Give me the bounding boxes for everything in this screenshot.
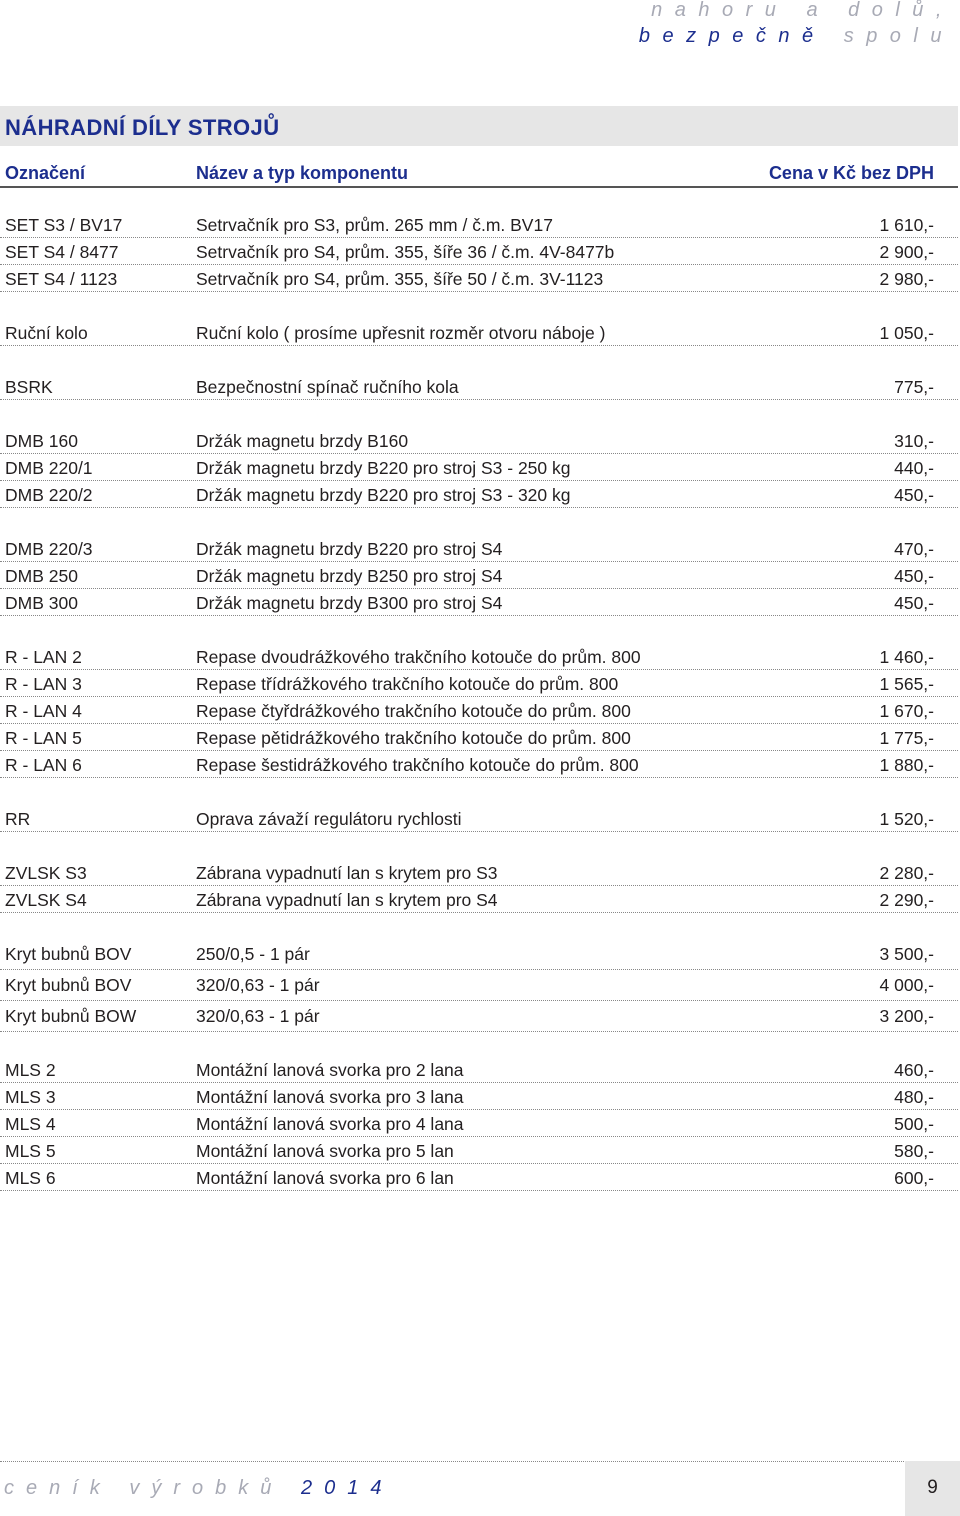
row-code: MLS 2 [5,1060,56,1080]
row-price: 2 280,- [879,863,934,883]
row-price: 450,- [894,566,934,586]
row-price: 1 880,- [879,755,934,775]
footer-label [4,1477,393,1500]
footer-divider [0,1461,958,1462]
row-code: R - LAN 3 [5,674,82,694]
row-price: 2 900,- [879,242,934,262]
row-price: 1 050,- [879,323,934,343]
page-number-box [905,1461,960,1516]
row-name: Držák magnetu brzdy B160 [196,431,409,451]
row-code: DMB 220/3 [5,539,93,559]
row-name: Držák magnetu brzdy B220 pro stroj S4 [196,539,503,559]
row-code: MLS 4 [5,1114,56,1134]
table-row [0,1084,958,1110]
row-name: Montážní lanová svorka pro 5 lan [196,1141,454,1161]
table-row [0,320,958,346]
footer-label-text: ceník výrobků [4,1477,284,1499]
row-price: 1 610,- [879,215,934,235]
row-price: 450,- [894,593,934,613]
row-name: Bezpečnostní spínač ručního kola [196,377,459,397]
row-code: SET S4 / 8477 [5,242,119,262]
row-name: Montážní lanová svorka pro 4 lana [196,1114,464,1134]
table-row [0,1057,958,1083]
row-code: DMB 220/1 [5,458,93,478]
row-code: MLS 3 [5,1087,56,1107]
row-price: 1 565,- [879,674,934,694]
page-title: NÁHRADNÍ DÍLY STROJŮ [5,115,280,140]
row-name: Ruční kolo ( prosíme upřesnit rozměr otvoru náboje ) [196,323,606,343]
row-name: Oprava závaží regulátoru rychlosti [196,809,462,829]
table-row [0,428,958,454]
table-row [0,860,958,886]
row-code: R - LAN 6 [5,755,82,775]
table-row [0,1138,958,1164]
row-price: 470,- [894,539,934,559]
row-name: Setrvačník pro S4, prům. 355, šíře 50 / č.m. 3V-1123 [196,269,604,289]
row-name: Setrvačník pro S3, prům. 265 mm / č.m. BV17 [196,215,553,235]
footer-year: 2014 [300,1477,394,1499]
row-price: 600,- [894,1168,934,1188]
table-header [0,160,958,188]
row-price: 3 200,- [879,1006,934,1026]
row-name: Montážní lanová svorka pro 3 lana [196,1087,464,1107]
row-code: SET S3 / BV17 [5,215,123,235]
table-row [0,455,958,481]
table-row [0,563,958,589]
row-code: DMB 250 [5,566,78,586]
row-name: 320/0,63 - 1 pár [196,1006,320,1026]
tagline-line2 [639,26,954,46]
row-name: Zábrana vypadnutí lan s krytem pro S4 [196,890,498,910]
table-row [0,1165,958,1191]
row-code: DMB 160 [5,431,78,451]
table-row [0,374,958,400]
table-row [0,482,958,508]
row-code: Ruční kolo [5,323,88,343]
row-name: 250/0,5 - 1 pár [196,944,310,964]
title-bar [0,106,958,146]
row-code: Kryt bubnů BOV [5,944,132,964]
row-code: BSRK [5,377,53,397]
row-price: 1 460,- [879,647,934,667]
header-price: Cena v Kč bez DPH [768,163,934,183]
row-code: Kryt bubnů BOW [5,1006,137,1026]
row-price: 775,- [894,377,934,397]
table-row [0,806,958,832]
row-code: ZVLSK S4 [5,890,87,910]
row-name: Repase třídrážkového trakčního kotouče do prům. 800 [196,674,619,694]
table-row [0,212,958,238]
row-price: 2 980,- [879,269,934,289]
row-name: 320/0,63 - 1 pár [196,975,320,995]
tagline-light: spolu [843,25,954,47]
table-row [0,887,958,913]
table-row [0,725,958,751]
row-price: 2 290,- [879,890,934,910]
table-row [0,671,958,697]
row-code: ZVLSK S3 [5,863,87,883]
row-price: 3 500,- [879,944,934,964]
table-row [0,941,958,970]
row-name: Montážní lanová svorka pro 2 lana [196,1060,464,1080]
table-row [0,1111,958,1137]
table-row [0,752,958,778]
row-price: 460,- [894,1060,934,1080]
table-row [0,536,958,562]
row-price: 1 520,- [879,809,934,829]
header-name: Název a typ komponentu [196,163,409,183]
row-price: 1 775,- [879,728,934,748]
row-name: Repase šestidrážkového trakčního kotouče do prům. 800 [196,755,639,775]
tagline-line1: nahoru a dolů, [651,0,954,21]
table-row [0,972,958,1001]
tagline-dark: bezpečně [638,25,826,47]
header-code: Označení [5,163,86,183]
row-name: Repase pětidrážkového trakčního kotouče do prům. 800 [196,728,631,748]
row-code: R - LAN 4 [5,701,82,721]
row-price: 1 670,- [879,701,934,721]
row-code: R - LAN 2 [5,647,82,667]
row-name: Setrvačník pro S4, prům. 355, šíře 36 / č.m. 4V-8477b [196,242,615,262]
table-row [0,1003,958,1032]
row-code: SET S4 / 1123 [5,269,118,289]
row-code: MLS 5 [5,1141,56,1161]
row-price: 580,- [894,1141,934,1161]
row-price: 4 000,- [879,975,934,995]
row-name: Zábrana vypadnutí lan s krytem pro S3 [196,863,498,883]
row-price: 500,- [894,1114,934,1134]
row-price: 440,- [894,458,934,478]
row-name: Držák magnetu brzdy B220 pro stroj S3 - 320 kg [196,485,571,505]
row-code: Kryt bubnů BOV [5,975,132,995]
table-row [0,644,958,670]
row-name: Montážní lanová svorka pro 6 lan [196,1168,454,1188]
row-code: MLS 6 [5,1168,56,1188]
row-name: Repase čtyřdrážkového trakčního kotouče do prům. 800 [196,701,631,721]
table-row [0,590,958,616]
row-name: Repase dvoudrážkového trakčního kotouče do prům. 800 [196,647,641,667]
row-code: DMB 220/2 [5,485,93,505]
row-code: RR [5,809,31,829]
page-number: 9 [927,1477,938,1498]
row-name: Držák magnetu brzdy B220 pro stroj S3 - 250 kg [196,458,571,478]
row-name: Držák magnetu brzdy B300 pro stroj S4 [196,593,503,613]
row-price: 450,- [894,485,934,505]
row-code: R - LAN 5 [5,728,82,748]
table-row [0,698,958,724]
table-row [0,239,958,265]
row-price: 310,- [894,431,934,451]
row-code: DMB 300 [5,593,78,613]
table-row [0,266,958,292]
row-name: Držák magnetu brzdy B250 pro stroj S4 [196,566,503,586]
row-price: 480,- [894,1087,934,1107]
